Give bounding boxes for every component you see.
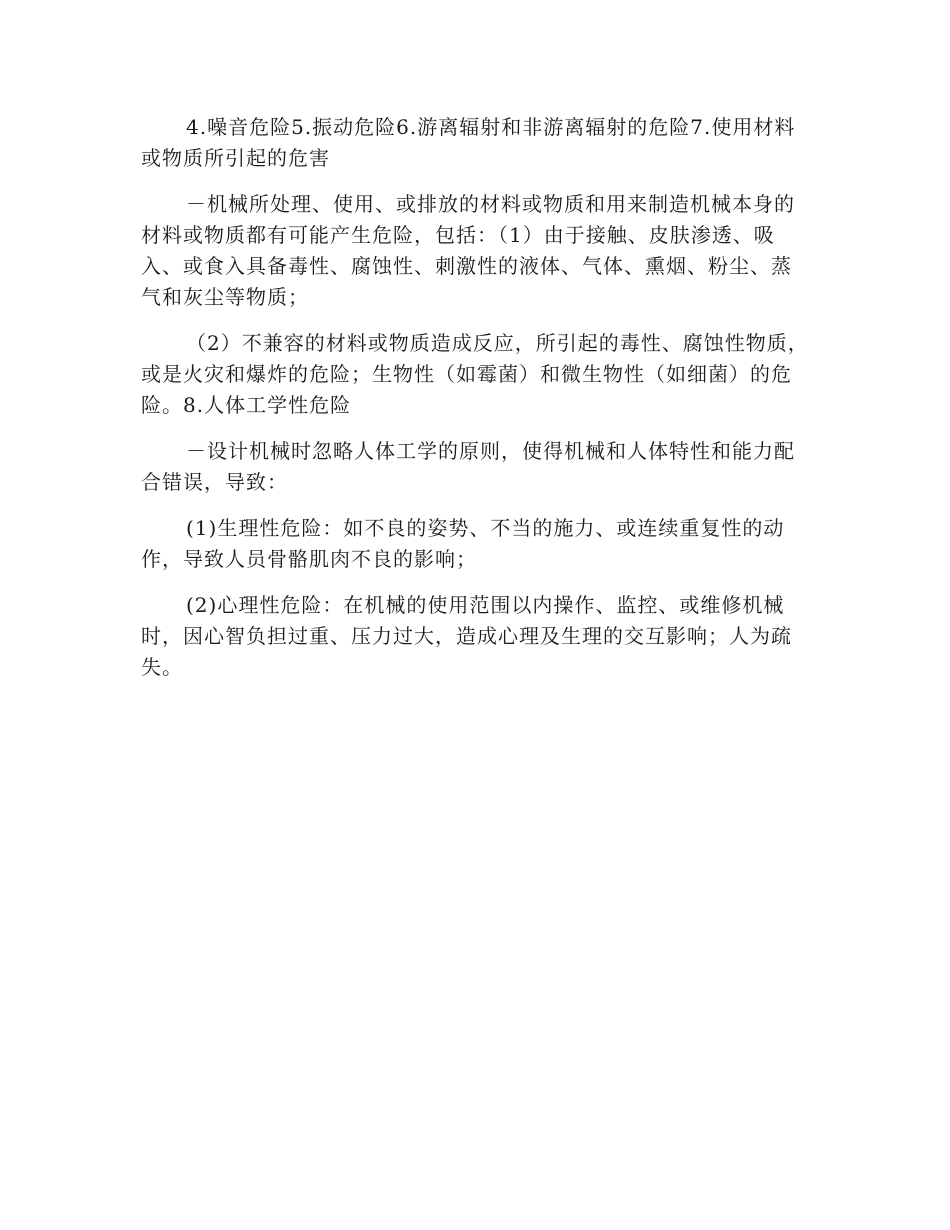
paragraph-incompatible-materials: （2）不兼容的材料或物质造成反应，所引起的毒性、腐蚀性物质，或是火灾和爆炸的危险；生物性（如霉菌）和微生物性（如细菌）的危险。8.人体工学性危险: [141, 331, 809, 417]
paragraph-ergonomics-design: －设计机械时忽略人体工学的原则，使得机械和人体特性和能力配合错误，导致：: [141, 439, 795, 494]
paragraph-physiological-hazard: (1)生理性危险：如不良的姿势、不当的施力、或连续重复性的动作，导致人员骨骼肌肉不良的影响；: [141, 516, 785, 571]
paragraph-hazards-list: 4.噪音危险5.振动危险6.游离辐射和非游离辐射的危险7.使用材料或物质所引起的危害: [141, 115, 796, 170]
document-body: [141, 112, 809, 698]
paragraph-psychological-hazard: (2)心理性危险：在机械的使用范围以内操作、监控、或维修机械时，因心智负担过重、压力过大，造成心理及生理的交互影响；人为疏失。: [141, 593, 792, 679]
paragraph-material-hazards: －机械所处理、使用、或排放的材料或物质和用来制造机械本身的材料或物质都有可能产生危险，包括：（1）由于接触、皮肤渗透、吸入、或食入具备毒性、腐蚀性、刺激性的液体、气体、熏烟、粉尘、蒸气和灰尘等物质；: [141, 192, 795, 309]
